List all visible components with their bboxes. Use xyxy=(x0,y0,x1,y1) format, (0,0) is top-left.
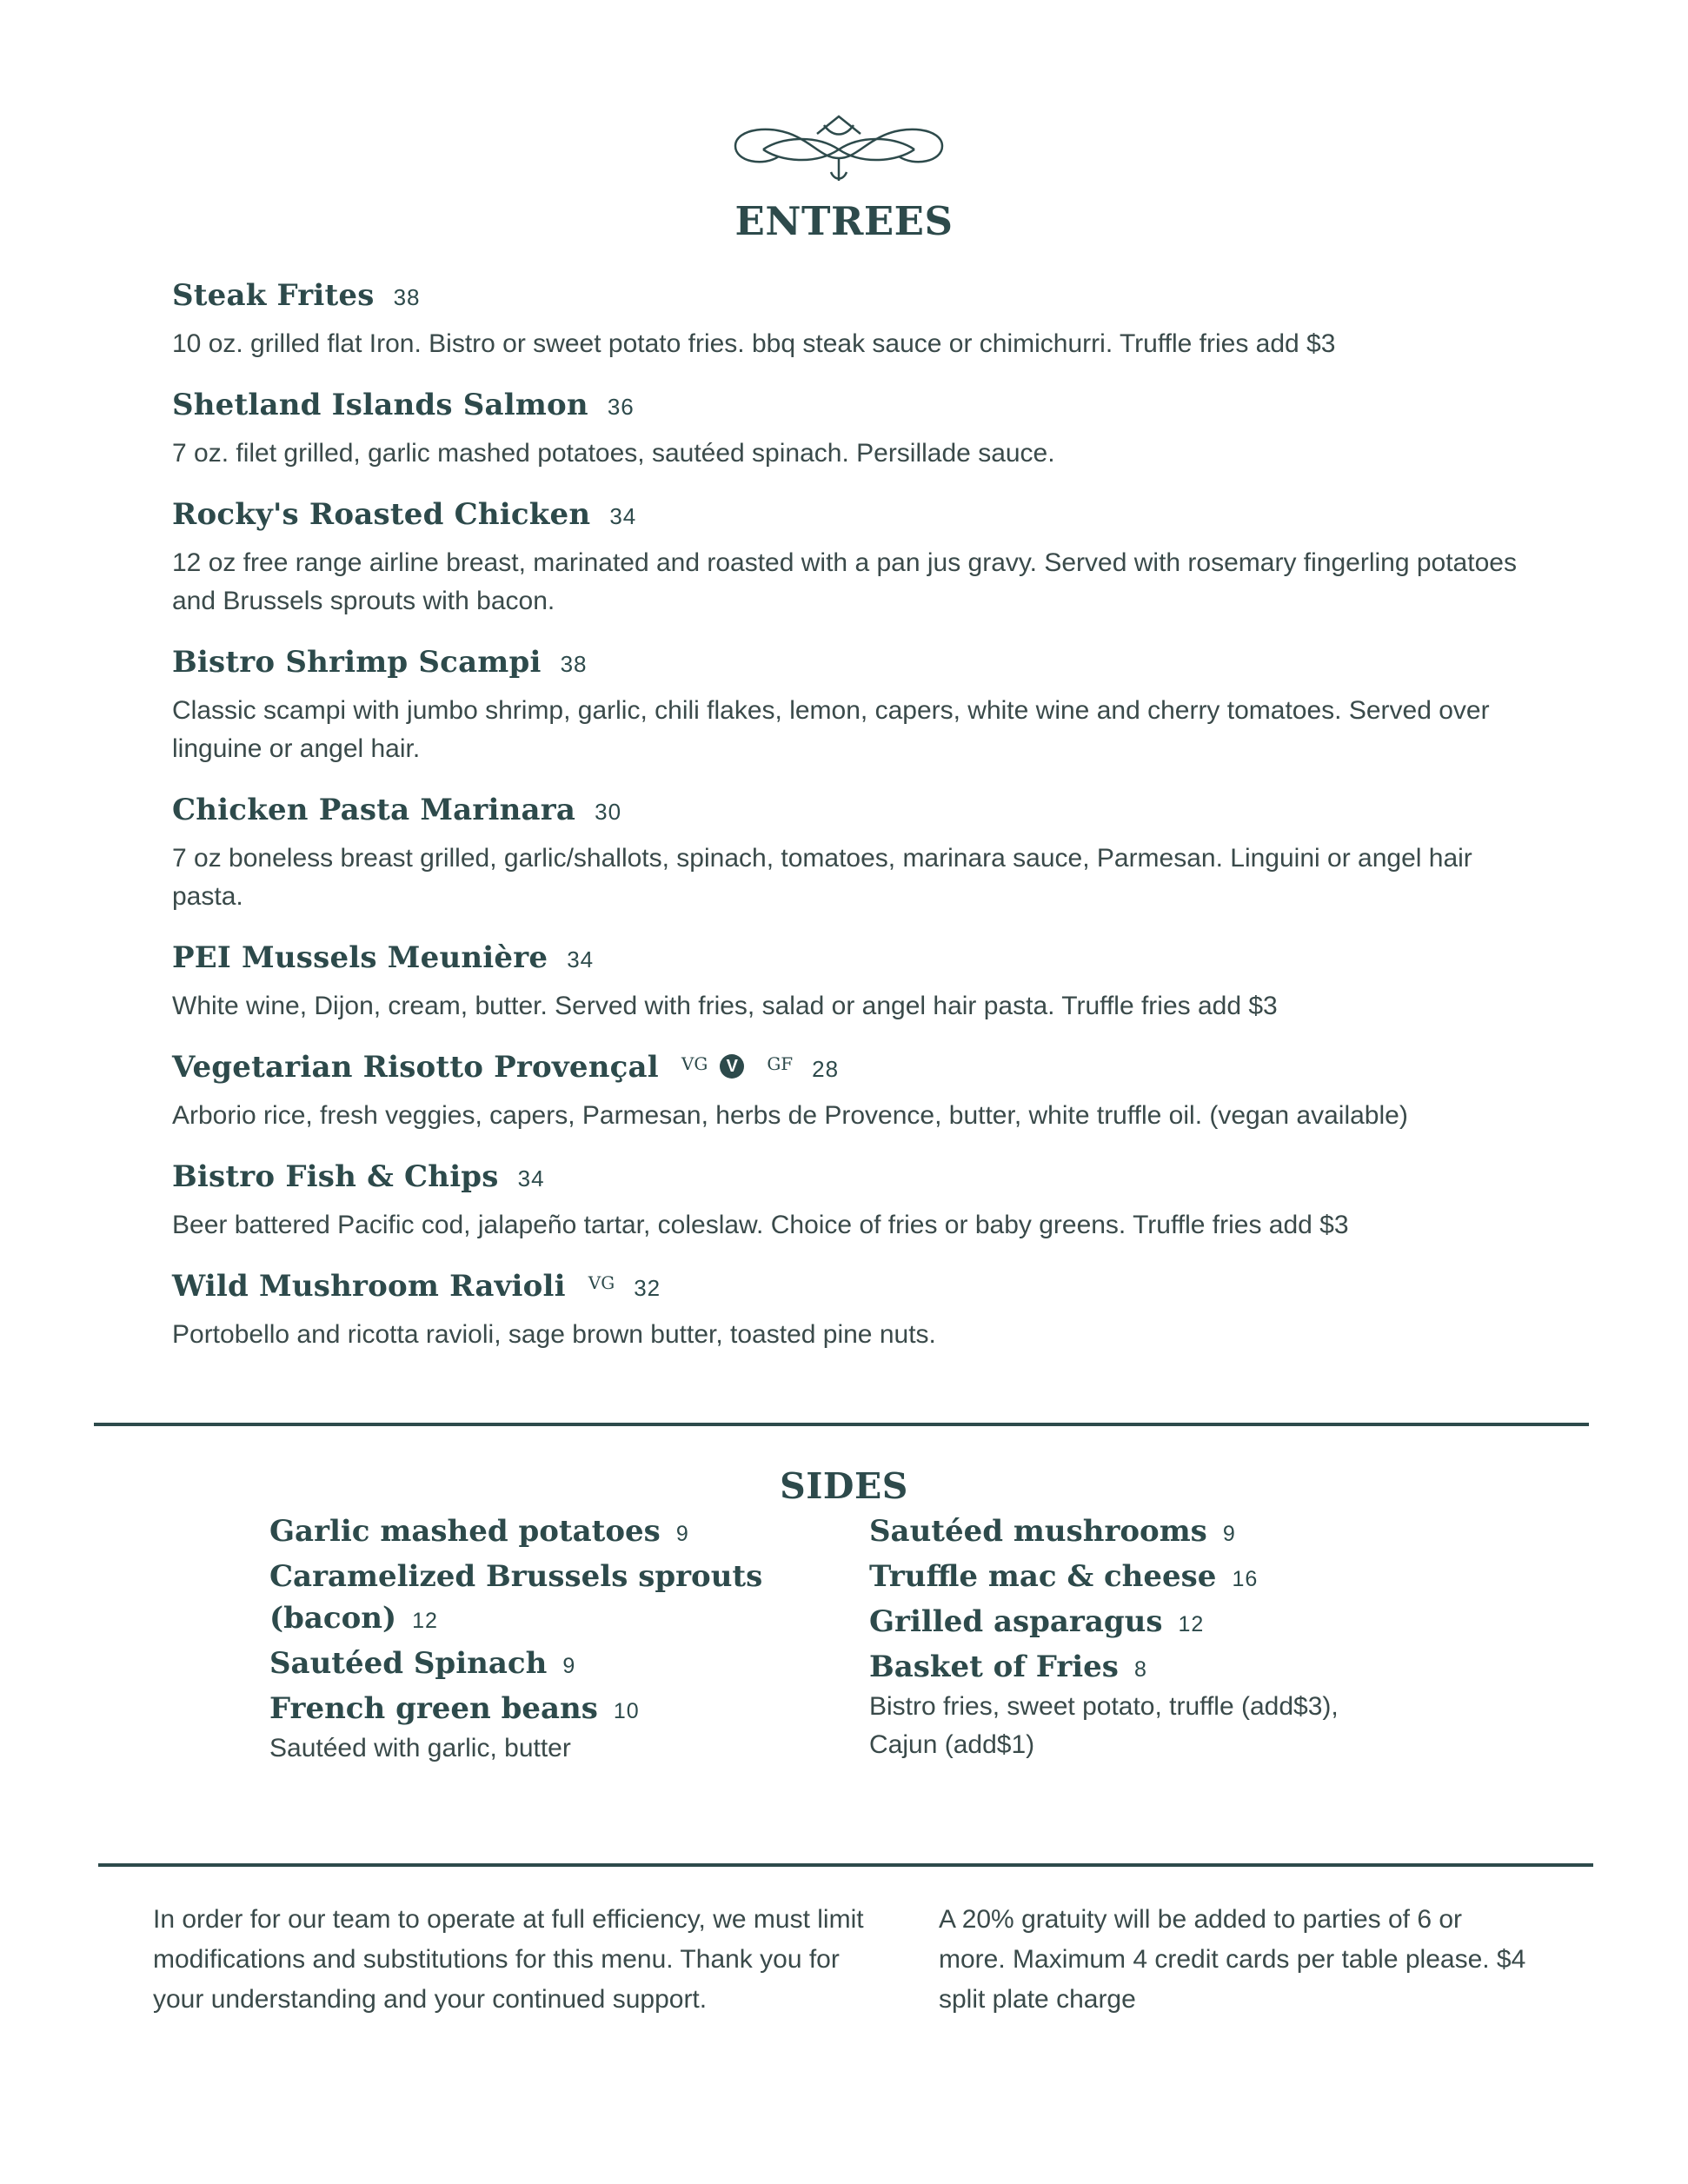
side-item xyxy=(869,1601,1478,1643)
side-price: 12 xyxy=(412,1609,438,1633)
item-price: 32 xyxy=(634,1275,661,1301)
side-name: Basket of Fries xyxy=(869,1650,1119,1684)
menu-item xyxy=(172,940,1528,1026)
footer-divider xyxy=(98,1863,1593,1867)
item-name: Bistro Fish & Chips xyxy=(172,1159,499,1194)
side-price: 12 xyxy=(1178,1612,1205,1636)
item-description: 10 oz. grilled flat Iron. Bistro or sweet potato fries. bbq steak sauce or chimichurri. Truffle fries add $3 xyxy=(172,329,1336,358)
modifications-note: In order for our team to operate at full efficiency, we must limit modifications and substitutions for this menu. Thank you for your understanding and your continued support. xyxy=(153,1905,864,2014)
item-name: PEI Mussels Meunière xyxy=(172,940,548,975)
item-price: 36 xyxy=(607,394,635,420)
menu-item xyxy=(172,1159,1528,1245)
menu-item xyxy=(172,1269,1528,1354)
side-name: Grilled asparagus xyxy=(869,1604,1163,1639)
side-name: Truffle mac & cheese xyxy=(869,1559,1217,1594)
item-price: 34 xyxy=(609,503,637,529)
side-item xyxy=(869,1510,1478,1552)
item-name: Shetland Islands Salmon xyxy=(172,388,588,422)
item-name: Wild Mushroom Ravioli xyxy=(172,1269,566,1304)
vegan-tag: VG xyxy=(681,1053,708,1074)
side-description: Bistro fries, sweet potato, truffle (add$3), xyxy=(869,1692,1339,1721)
side-item xyxy=(269,1688,826,1768)
side-name: Sautéed mushrooms xyxy=(869,1514,1207,1549)
side-price: 9 xyxy=(1222,1522,1236,1546)
side-item xyxy=(269,1643,826,1684)
item-description: Arborio rice, fresh veggies, capers, Parmesan, herbs de Provence, butter, white truffle oil. (vegan available) xyxy=(172,1101,1408,1130)
side-price: 9 xyxy=(562,1654,576,1678)
menu-item xyxy=(172,793,1528,916)
side-item xyxy=(269,1556,826,1639)
item-name: Bistro Shrimp Scampi xyxy=(172,645,542,680)
gratuity-note: A 20% gratuity will be added to parties of 6 or more. Maximum 4 credit cards per table please. $4 split plate charge xyxy=(939,1905,1526,2014)
item-price: 30 xyxy=(595,799,622,825)
entrees-list xyxy=(172,278,1528,1378)
item-description: 12 oz free range airline breast, marinated and roasted with a pan jus gravy. Served with rosemary fingerling potatoes and Brussels sprouts with bacon. xyxy=(172,548,1517,615)
side-name-continued: (bacon) xyxy=(269,1601,397,1636)
side-name: Caramelized Brussels sprouts xyxy=(269,1559,763,1594)
item-name: Steak Frites xyxy=(172,278,375,313)
item-price: 38 xyxy=(560,651,588,677)
side-description: Sautéed with garlic, butter xyxy=(269,1734,571,1762)
menu-item xyxy=(172,278,1528,363)
item-price: 38 xyxy=(393,284,421,310)
side-description-continued: Cajun (add$1) xyxy=(869,1730,1035,1759)
side-price: 10 xyxy=(613,1699,640,1723)
item-price: 34 xyxy=(567,946,595,973)
item-description: 7 oz boneless breast grilled, garlic/shallots, spinach, tomatoes, marinara sauce, Parmesan. Linguini or angel hair pasta. xyxy=(172,844,1472,911)
vegetarian-badge-icon: V xyxy=(720,1054,744,1079)
menu-item xyxy=(172,497,1528,621)
vegan-tag: VG xyxy=(588,1272,615,1293)
entrees-title: ENTREES xyxy=(734,198,954,244)
sides-left-column xyxy=(269,1510,826,1771)
sides-right-column xyxy=(869,1510,1478,1768)
gluten-free-tag: GF xyxy=(767,1053,794,1074)
side-price: 9 xyxy=(675,1522,689,1546)
side-price: 16 xyxy=(1232,1567,1259,1591)
sides-title: SIDES xyxy=(780,1465,908,1507)
side-price: 8 xyxy=(1133,1657,1147,1682)
menu-item xyxy=(172,1050,1528,1135)
item-name: Rocky's Roasted Chicken xyxy=(172,497,591,532)
side-item xyxy=(269,1510,826,1552)
side-item xyxy=(869,1646,1478,1764)
item-description: Beer battered Pacific cod, jalapeño tartar, coleslaw. Choice of fries or baby greens. Truffle fries add $3 xyxy=(172,1211,1349,1239)
item-name: Chicken Pasta Marinara xyxy=(172,793,576,827)
flourish-ornament-icon xyxy=(728,111,949,186)
item-description: White wine, Dijon, cream, butter. Served with fries, salad or angel hair pasta. Truffle fries add $3 xyxy=(172,992,1278,1020)
item-name: Vegetarian Risotto Provençal xyxy=(172,1050,659,1085)
side-name: Garlic mashed potatoes xyxy=(269,1514,661,1549)
side-name: French green beans xyxy=(269,1691,598,1726)
item-price: 28 xyxy=(812,1056,840,1082)
menu-item xyxy=(172,388,1528,473)
item-description: Portobello and ricotta ravioli, sage brown butter, toasted pine nuts. xyxy=(172,1320,936,1349)
side-item xyxy=(869,1556,1478,1597)
item-description: Classic scampi with jumbo shrimp, garlic, chili flakes, lemon, capers, white wine and cherry tomatoes. Served over linguine or angel hair. xyxy=(172,696,1490,763)
item-description: 7 oz. filet grilled, garlic mashed potatoes, sautéed spinach. Persillade sauce. xyxy=(172,439,1055,468)
item-price: 34 xyxy=(517,1165,545,1192)
menu-item xyxy=(172,645,1528,768)
side-name: Sautéed Spinach xyxy=(269,1646,548,1681)
section-divider xyxy=(94,1423,1589,1426)
